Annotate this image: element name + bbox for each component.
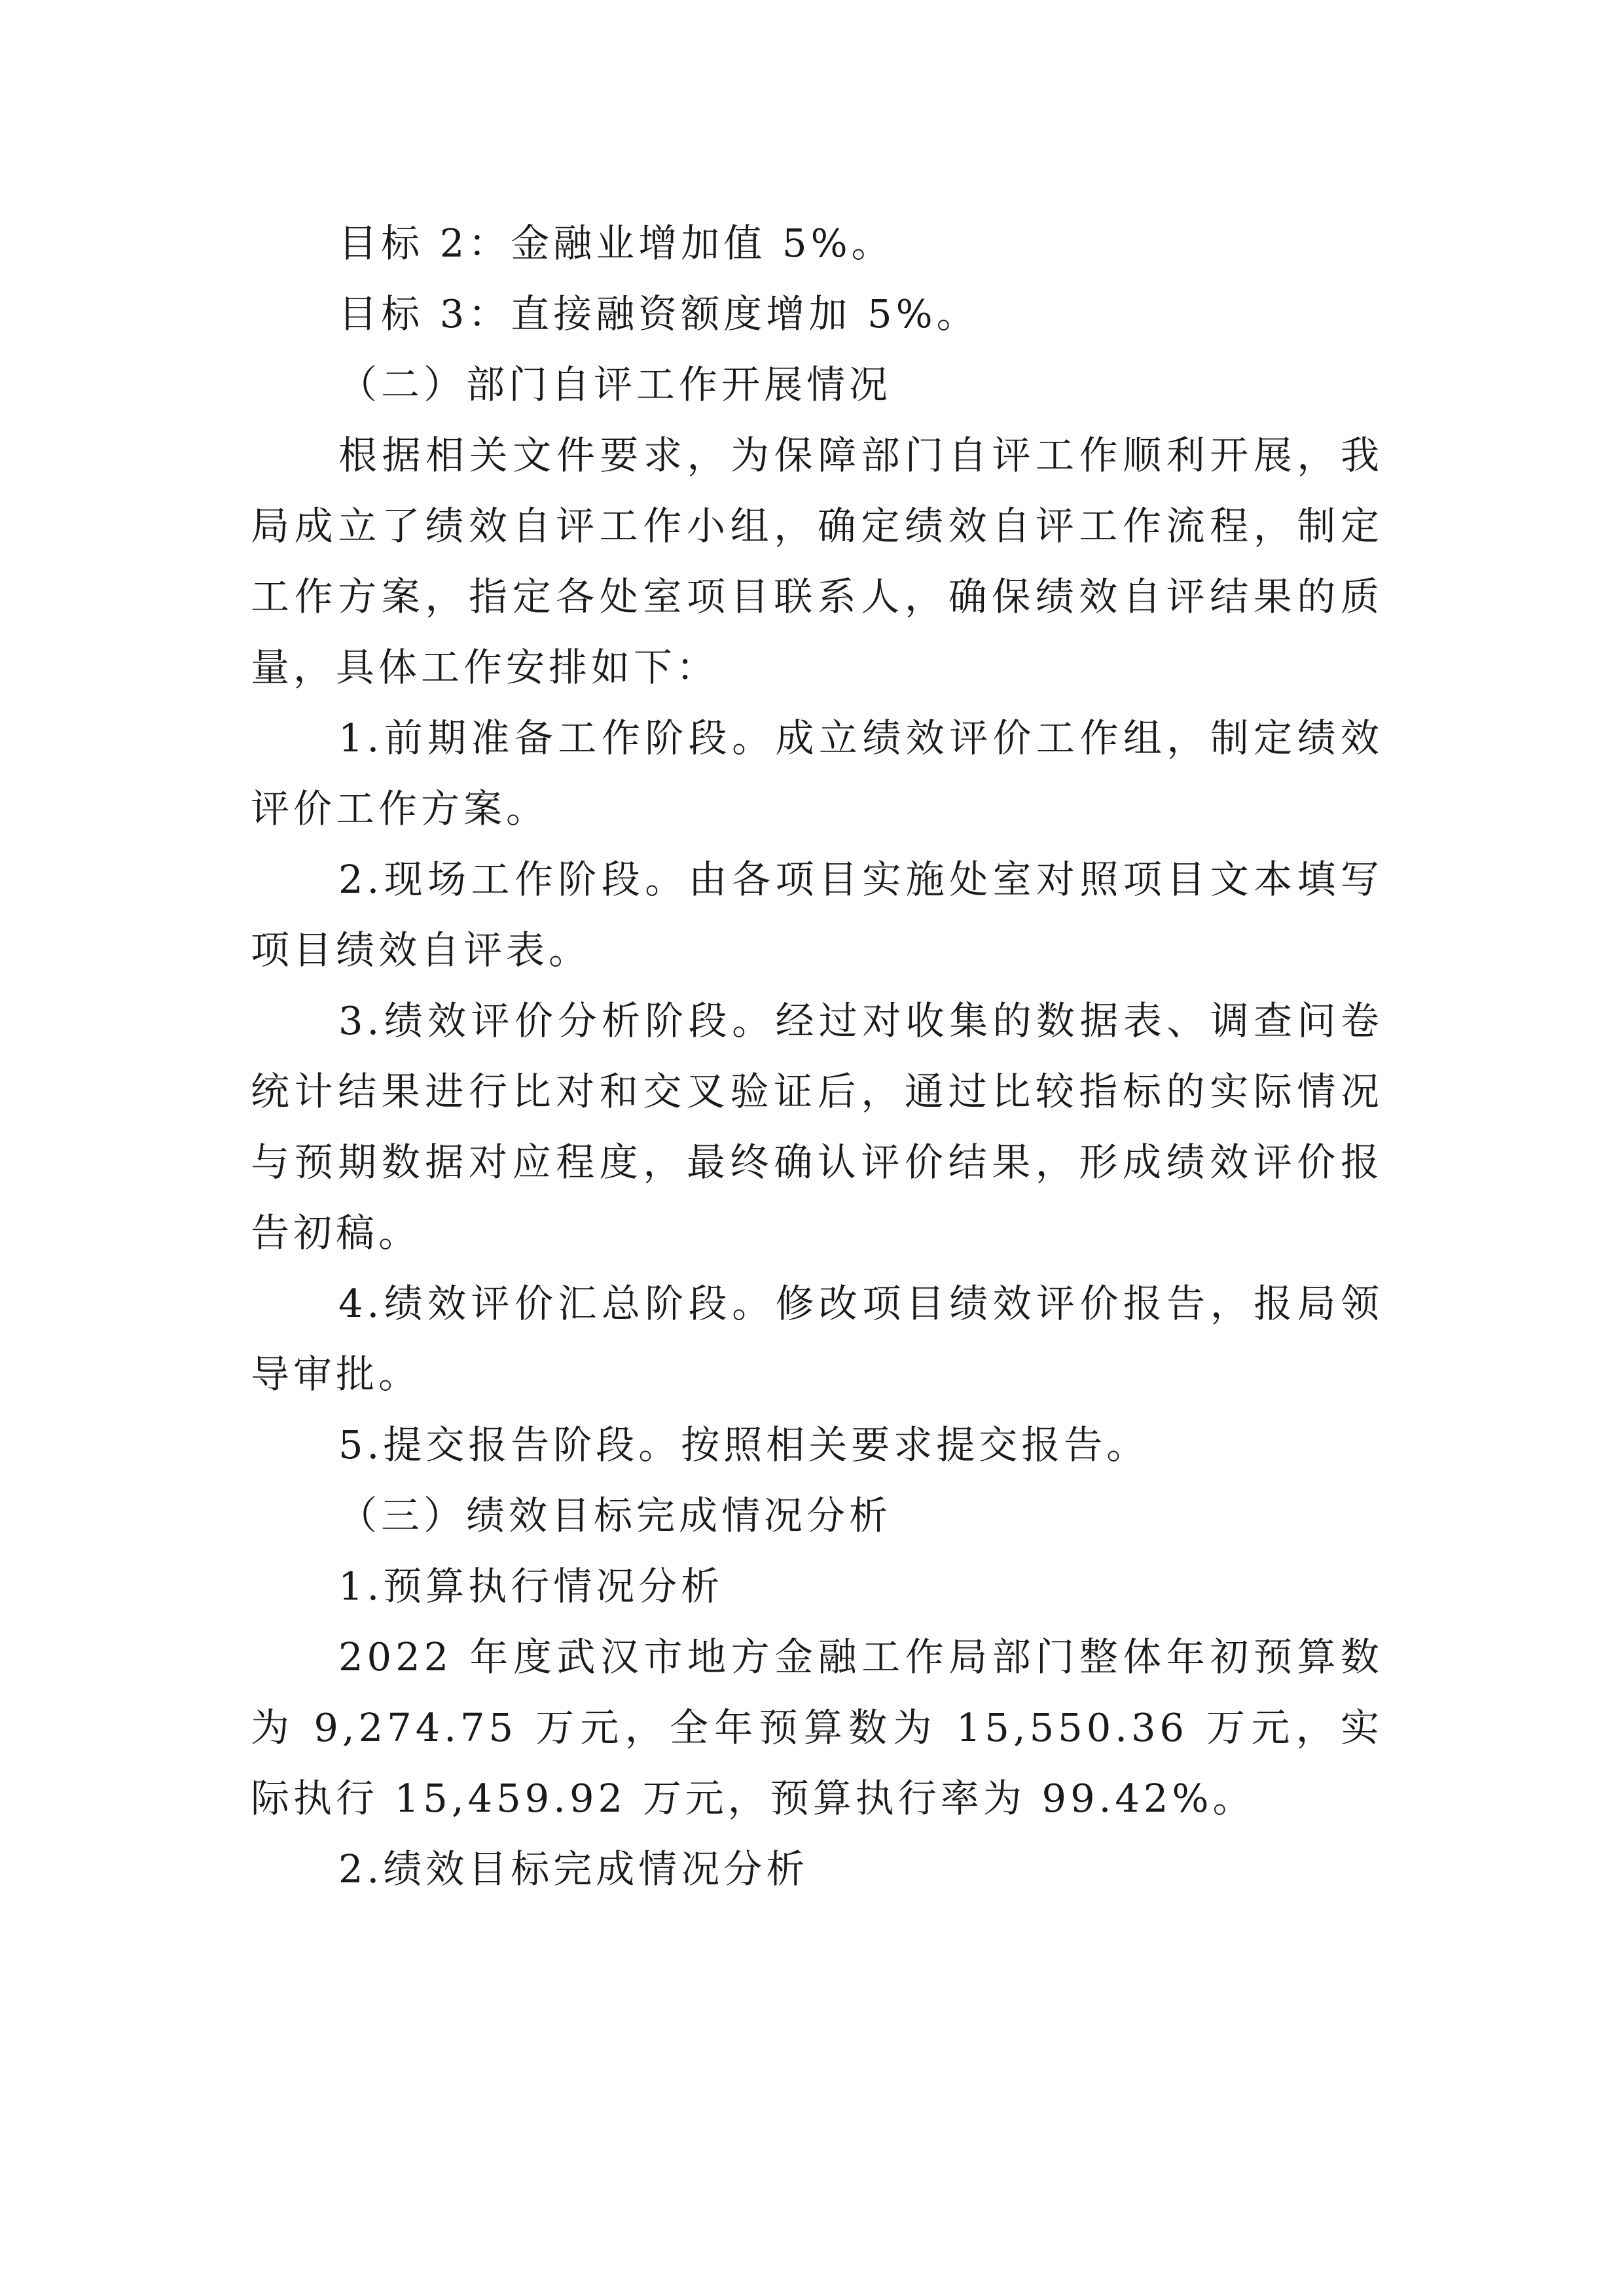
goal-2-paragraph: 目标 2：金融业增加值 5%。	[338, 221, 894, 266]
subsection-2-heading: 2.绩效目标完成情况分析	[338, 1846, 809, 1892]
step-5-paragraph: 5.提交报告阶段。按照相关要求提交报告。	[338, 1422, 1149, 1467]
section-2-intro-paragraph: 根据相关文件要求，为保障部门自评工作顺利开展，我局成立了绩效自评工作小组，确定绩效自评工作流程，制定工作方案，指定各处室项目联系人，确保绩效自评结果的质量，具体工作安排如下：	[251, 433, 1383, 690]
step-2-paragraph: 2.现场工作阶段。由各项目实施处室对照项目文本填写项目绩效自评表。	[251, 857, 1383, 973]
document-body	[251, 208, 1383, 1905]
budget-paragraph: 2022 年度武汉市地方金融工作局部门整体年初预算数为 9,274.75 万元，全年预算数为 15,550.36 万元，实际执行 15,459.92 万元，预算执行率为 99.42%。	[251, 1634, 1383, 1821]
goal-3-paragraph: 目标 3：直接融资额度增加 5%。	[338, 291, 979, 336]
section-3-heading: （三）绩效目标完成情况分析	[338, 1493, 892, 1538]
step-4-paragraph: 4.绩效评价汇总阶段。修改项目绩效评价报告，报局领导审批。	[251, 1281, 1383, 1397]
section-2-heading: （二）部门自评工作开展情况	[338, 362, 892, 407]
subsection-1-heading: 1.预算执行情况分析	[338, 1564, 724, 1609]
step-1-paragraph: 1.前期准备工作阶段。成立绩效评价工作组，制定绩效评价工作方案。	[251, 715, 1383, 831]
step-3-paragraph: 3.绩效评价分析阶段。经过对收集的数据表、调查问卷统计结果进行比对和交叉验证后，通过比较指标的实际情况与预期数据对应程度，最终确认评价结果，形成绩效评价报告初稿。	[251, 998, 1383, 1255]
